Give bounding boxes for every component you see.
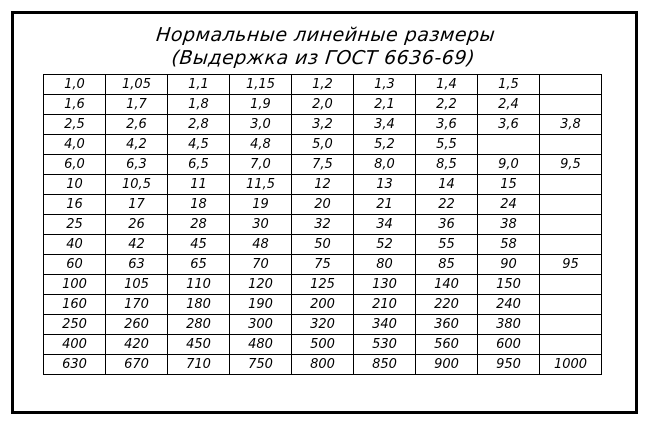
table-cell: 30 [230,215,292,235]
table-body [44,75,602,375]
table-cell: 630 [44,355,106,375]
table-cell: 240 [478,295,540,315]
table-cell: 36 [416,215,478,235]
table-cell: 600 [478,335,540,355]
linear-sizes-table [43,74,602,375]
table-cell: 20 [292,195,354,215]
table-cell: 3,8 [540,115,602,135]
table-cell: 90 [478,255,540,275]
table-cell: 200 [292,295,354,315]
table-cell: 21 [354,195,416,215]
table-row [44,155,602,175]
table-cell: 50 [292,235,354,255]
table-cell: 8,0 [354,155,416,175]
table-cell: 1,6 [44,95,106,115]
table-cell: 5,0 [292,135,354,155]
table-cell: 6,0 [44,155,106,175]
table-cell [540,195,602,215]
table-cell: 100 [44,275,106,295]
table-cell: 3,0 [230,115,292,135]
table-row [44,95,602,115]
table-cell: 4,0 [44,135,106,155]
table-row [44,355,602,375]
table-cell: 5,2 [354,135,416,155]
table-row [44,115,602,135]
table-cell: 42 [106,235,168,255]
table-cell: 2,1 [354,95,416,115]
table-cell: 150 [478,275,540,295]
table-cell: 9,0 [478,155,540,175]
table-cell: 63 [106,255,168,275]
table-cell: 300 [230,315,292,335]
table-cell [540,95,602,115]
table-cell: 10 [44,175,106,195]
table-cell: 22 [416,195,478,215]
table-cell: 70 [230,255,292,275]
table-cell: 7,0 [230,155,292,175]
table-cell: 12 [292,175,354,195]
table-cell: 60 [44,255,106,275]
table-cell: 2,5 [44,115,106,135]
table-cell: 17 [106,195,168,215]
table-cell: 1,9 [230,95,292,115]
table-cell: 160 [44,295,106,315]
table-row [44,275,602,295]
table-cell: 28 [168,215,230,235]
table-cell: 1,7 [106,95,168,115]
table-row [44,235,602,255]
table-cell [540,135,602,155]
table-cell: 4,2 [106,135,168,155]
table-cell: 500 [292,335,354,355]
table-cell: 3,2 [292,115,354,135]
table-cell: 11 [168,175,230,195]
table-cell: 140 [416,275,478,295]
table-cell: 3,6 [478,115,540,135]
table-cell: 4,5 [168,135,230,155]
table-row [44,215,602,235]
table-cell: 26 [106,215,168,235]
table-cell: 18 [168,195,230,215]
table-cell: 2,2 [416,95,478,115]
table-cell: 1,5 [478,75,540,95]
table-cell: 52 [354,235,416,255]
table-cell: 16 [44,195,106,215]
table-cell: 530 [354,335,416,355]
table-cell: 75 [292,255,354,275]
table-cell [540,235,602,255]
table-cell: 34 [354,215,416,235]
table-cell: 48 [230,235,292,255]
table-cell: 14 [416,175,478,195]
table-cell: 900 [416,355,478,375]
table-cell: 180 [168,295,230,315]
table-cell: 800 [292,355,354,375]
table-cell: 220 [416,295,478,315]
table-cell: 2,8 [168,115,230,135]
table-cell: 1,8 [168,95,230,115]
table-cell: 420 [106,335,168,355]
table-cell [540,315,602,335]
table-cell: 13 [354,175,416,195]
table-cell: 1,05 [106,75,168,95]
table-row [44,75,602,95]
table-cell: 170 [106,295,168,315]
title-line-2: (Выдержка из ГОСТ 6636-69) [170,47,477,69]
table-cell: 210 [354,295,416,315]
table-cell: 4,8 [230,135,292,155]
table-cell: 95 [540,255,602,275]
table-row [44,135,602,155]
table-cell: 25 [44,215,106,235]
table-cell: 320 [292,315,354,335]
table-cell: 1,3 [354,75,416,95]
table-cell: 480 [230,335,292,355]
table-cell: 380 [478,315,540,335]
title-line-1: Нормальные линейные размеры [155,24,497,46]
table-cell: 260 [106,315,168,335]
table-cell: 360 [416,315,478,335]
table-cell: 3,4 [354,115,416,135]
table-cell [540,215,602,235]
document-title [12,24,638,70]
table-cell: 1000 [540,355,602,375]
table-cell: 1,2 [292,75,354,95]
table-cell: 110 [168,275,230,295]
table-cell: 80 [354,255,416,275]
table-cell: 38 [478,215,540,235]
table-cell: 710 [168,355,230,375]
table-row [44,335,602,355]
table-cell: 850 [354,355,416,375]
table-cell: 1,4 [416,75,478,95]
table-cell: 3,6 [416,115,478,135]
table-cell: 5,5 [416,135,478,155]
table-cell: 65 [168,255,230,275]
table-cell [540,275,602,295]
table-row [44,295,602,315]
table-cell [540,75,602,95]
table-cell: 1,0 [44,75,106,95]
table-cell: 19 [230,195,292,215]
table-cell: 130 [354,275,416,295]
table-row [44,175,602,195]
table-cell: 40 [44,235,106,255]
table-cell: 400 [44,335,106,355]
table-cell: 125 [292,275,354,295]
table-cell: 45 [168,235,230,255]
table-cell: 6,3 [106,155,168,175]
table-cell: 2,6 [106,115,168,135]
table-cell: 450 [168,335,230,355]
table-cell: 1,15 [230,75,292,95]
table-cell: 58 [478,235,540,255]
table-cell: 105 [106,275,168,295]
table-cell [478,135,540,155]
table-cell: 6,5 [168,155,230,175]
table-cell [540,335,602,355]
table-cell: 8,5 [416,155,478,175]
table-cell: 120 [230,275,292,295]
table-cell: 250 [44,315,106,335]
table-cell [540,295,602,315]
table-row [44,315,602,335]
table-cell: 24 [478,195,540,215]
table-cell: 7,5 [292,155,354,175]
table-cell: 55 [416,235,478,255]
table-row [44,255,602,275]
table-cell: 950 [478,355,540,375]
table-cell: 85 [416,255,478,275]
table-cell: 560 [416,335,478,355]
table-cell: 10,5 [106,175,168,195]
table-cell: 670 [106,355,168,375]
table-cell: 750 [230,355,292,375]
table-cell: 11,5 [230,175,292,195]
table-cell: 340 [354,315,416,335]
table-cell: 2,0 [292,95,354,115]
drawing-sheet [11,11,638,414]
table-cell: 1,1 [168,75,230,95]
table-cell [540,175,602,195]
table-cell: 9,5 [540,155,602,175]
table-cell: 2,4 [478,95,540,115]
table-cell: 32 [292,215,354,235]
table-cell: 15 [478,175,540,195]
table-row [44,195,602,215]
table-cell: 280 [168,315,230,335]
table-cell: 190 [230,295,292,315]
